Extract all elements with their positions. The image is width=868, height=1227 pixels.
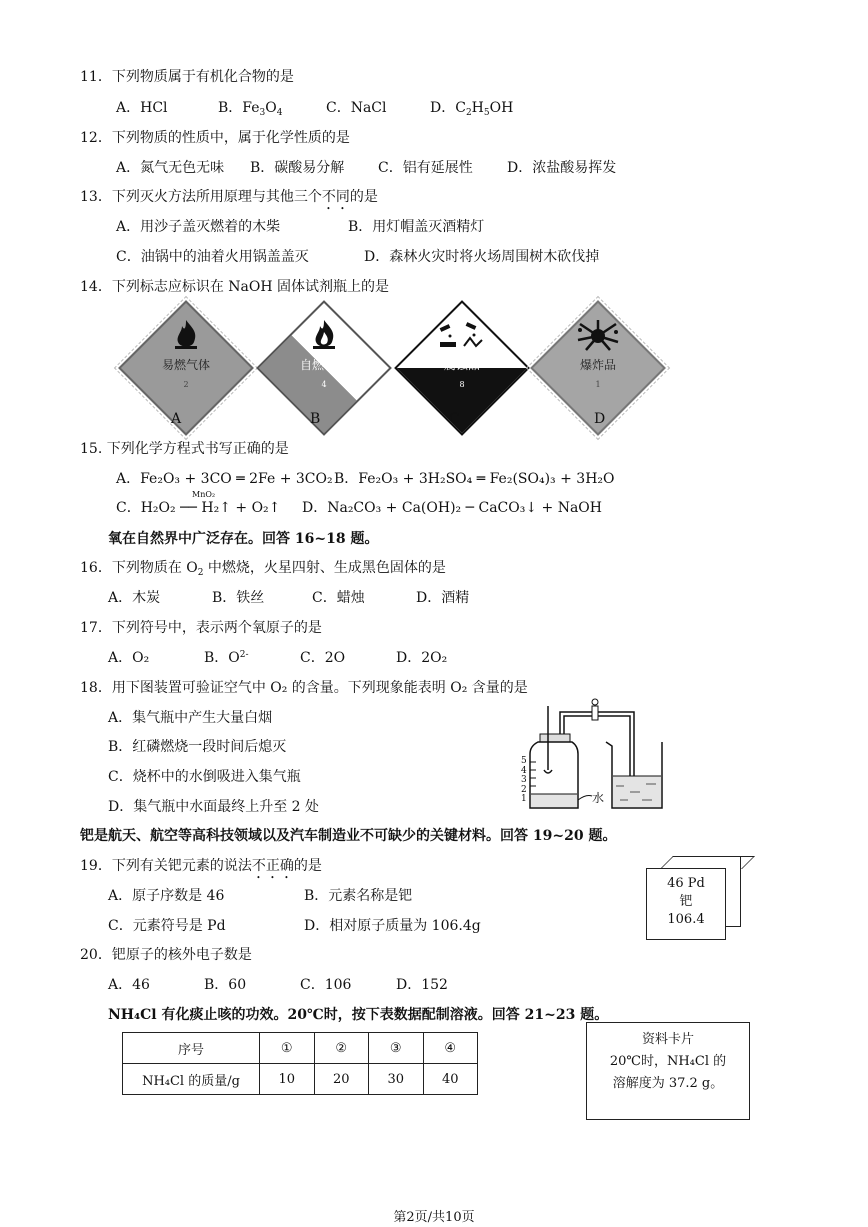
q19-option-c: C．元素符号是 Pd (108, 918, 226, 934)
q20-option-c: C．106 (300, 977, 352, 993)
q17-option-d: D．2O₂ (396, 650, 448, 666)
q18-option-b: B．红磷燃烧一段时间后熄灭 (108, 739, 287, 755)
flame-icon (170, 318, 202, 352)
table-col-2: ② (314, 1033, 369, 1064)
q17-option-c: C．2O (300, 650, 346, 666)
table-header-label: 序号 (123, 1033, 260, 1064)
element-symbol: Pd (687, 876, 705, 891)
q19-stem: 19．下列有关钯元素的说法不正确的是 (80, 858, 322, 874)
water-label: 水 (592, 791, 605, 805)
section-intro-oxygen: 氧在自然界中广泛存在。回答 16~18 题。 (108, 531, 379, 547)
table-cell: 30 (369, 1064, 424, 1095)
nh4cl-mass-table (122, 1032, 478, 1095)
sign-class-number: 8 (459, 380, 465, 389)
info-card-line: 溶解度为 37.2 g。 (612, 1076, 724, 1091)
q18-stem: 18．用下图装置可验证空气中 O₂ 的含量。下列现象能表明 O₂ 含量的是 (80, 680, 528, 696)
q16-option-c: C．蜡烛 (312, 590, 365, 606)
q16-option-a: A．木炭 (108, 590, 161, 606)
q16-option-b: B．铁丝 (212, 590, 265, 606)
element-name: 钯 (679, 894, 693, 909)
q13-stem: 13．下列灭火方法所用原理与其他三个不同的是 (80, 189, 378, 205)
section-intro-palladium: 钯是航天、航空等高科技领域以及汽车制造业不可缺少的关键材料。回答 19~20 题。 (80, 828, 617, 844)
q17-option-a: A．O₂ (108, 650, 150, 666)
q20-stem: 20．钯原子的核外电子数是 (80, 947, 252, 963)
q19-option-d: D．相对原子质量为 106.4g (304, 918, 481, 934)
q11-option-a: A．HCl (116, 100, 168, 116)
q15-option-a: A．Fe₂O₃ + 3CO ═ 2Fe + 3CO₂ (116, 471, 333, 487)
sign-class-number: 4 (321, 380, 327, 389)
q15-option-c: C．H₂O₂ ── H₂↑ + O₂↑ (116, 500, 281, 516)
table-row-label: NH₄Cl 的质量/g (123, 1064, 260, 1095)
q20-option-a: A．46 (108, 977, 150, 993)
element-mass: 106.4 (667, 912, 705, 927)
table-cell: 40 (423, 1064, 478, 1095)
q12-option-d: D．浓盐酸易挥发 (507, 160, 617, 176)
q11-option-c: C．NaCl (326, 100, 387, 116)
q15-option-b: B．Fe₂O₃ + 3H₂SO₄ ═ Fe₂(SO₄)₃ + 3H₂O (334, 471, 615, 487)
table-cell: 10 (260, 1064, 315, 1095)
sign-corrosive (394, 300, 530, 436)
q18-option-d: D．集气瓶中水面最终上升至 2 处 (108, 799, 320, 815)
page-footer: 第2页/共10页 (393, 1210, 475, 1225)
info-card-line: 20℃时，NH₄Cl 的 (609, 1054, 727, 1069)
sign-label: 腐蚀品 (443, 358, 480, 372)
sign-class-number: 2 (183, 380, 189, 389)
q16-stem: 16．下列物质在 $O_2$ 中燃烧，火星四射、生成黑色固体的是 (80, 560, 446, 578)
q13-option-a: A．用沙子盖灭燃着的木柴 (116, 219, 281, 235)
q12-option-c: C．铝有延展性 (378, 160, 473, 176)
section-intro-nh4cl: NH₄Cl 有化痰止咳的功效。20℃时，按下表数据配制溶液。回答 21~23 题。 (108, 1007, 609, 1023)
q19-option-b: B．元素名称是钯 (304, 888, 413, 904)
sign-label: 易燃气体 (161, 358, 210, 372)
explosion-icon (574, 320, 622, 352)
q14-stem: 14．下列标志应标识在 NaOH 固体试剂瓶上的是 (80, 279, 389, 295)
q13-option-d: D．森林火灾时将火场周围树木砍伐掉 (364, 249, 600, 265)
q11-option-b: B．$Fe_3O_4$ (218, 100, 283, 118)
q16-option-d: D．酒精 (416, 590, 470, 606)
table-row (123, 1033, 478, 1064)
table-col-3: ③ (369, 1033, 424, 1064)
q17-stem: 17．下列符号中，表示两个氧原子的是 (80, 620, 322, 636)
q12-stem: 12．下列物质的性质中，属于化学性质的是 (80, 130, 350, 146)
q20-option-d: D．152 (396, 977, 448, 993)
flame-icon (308, 318, 340, 352)
table-cell: 20 (314, 1064, 369, 1095)
table-row (123, 1064, 478, 1095)
info-card-title: 资料卡片 (641, 1032, 694, 1047)
palladium-element-card (646, 856, 742, 940)
sign-class-number: 1 (595, 380, 601, 389)
element-number: 46 (667, 876, 684, 891)
q11-stem: 11．下列物质属于有机化合物的是 (80, 69, 294, 85)
sign-label: 爆炸品 (579, 358, 616, 372)
q18-option-a: A．集气瓶中产生大量白烟 (108, 710, 273, 726)
bottle-scale-marks: 5 4 3 2 1 (521, 756, 527, 804)
q13-option-b: B．用灯帽盖灭酒精灯 (348, 219, 485, 235)
q19-option-a: A．原子序数是 46 (108, 888, 225, 904)
q18-option-c: C．烧杯中的水倒吸进入集气瓶 (108, 769, 301, 785)
q15-stem: 15. 下列化学方程式书写正确的是 (80, 441, 289, 457)
sign-letter: D (594, 411, 606, 427)
corrosive-icon (436, 320, 488, 350)
sign-letter: B (310, 411, 321, 427)
q13-option-c: C．油锅中的油着火用锅盖盖灭 (116, 249, 309, 265)
q20-option-b: B．60 (204, 977, 247, 993)
sign-label: 自燃物品 (299, 358, 348, 372)
q12-option-b: B．碳酸易分解 (250, 160, 345, 176)
sign-spontaneous-combustion (256, 300, 392, 436)
q12-option-a: A．氮气无色无味 (116, 160, 225, 176)
q11-option-d: D．$C_2H_5OH$ (430, 100, 514, 118)
sign-letter: C (449, 411, 460, 427)
table-col-1: ① (260, 1033, 315, 1064)
q15-catalyst-label: MnO₂ (192, 490, 216, 499)
info-card (586, 1022, 750, 1120)
sign-letter: A (171, 411, 182, 427)
q17-option-b: B．$O^{2-}$ (204, 650, 249, 666)
sign-flammable-gas (118, 300, 254, 436)
q15-option-d: D．Na₂CO₃ + Ca(OH)₂ ─ CaCO₃↓ + NaOH (302, 500, 602, 516)
table-col-4: ④ (423, 1033, 478, 1064)
